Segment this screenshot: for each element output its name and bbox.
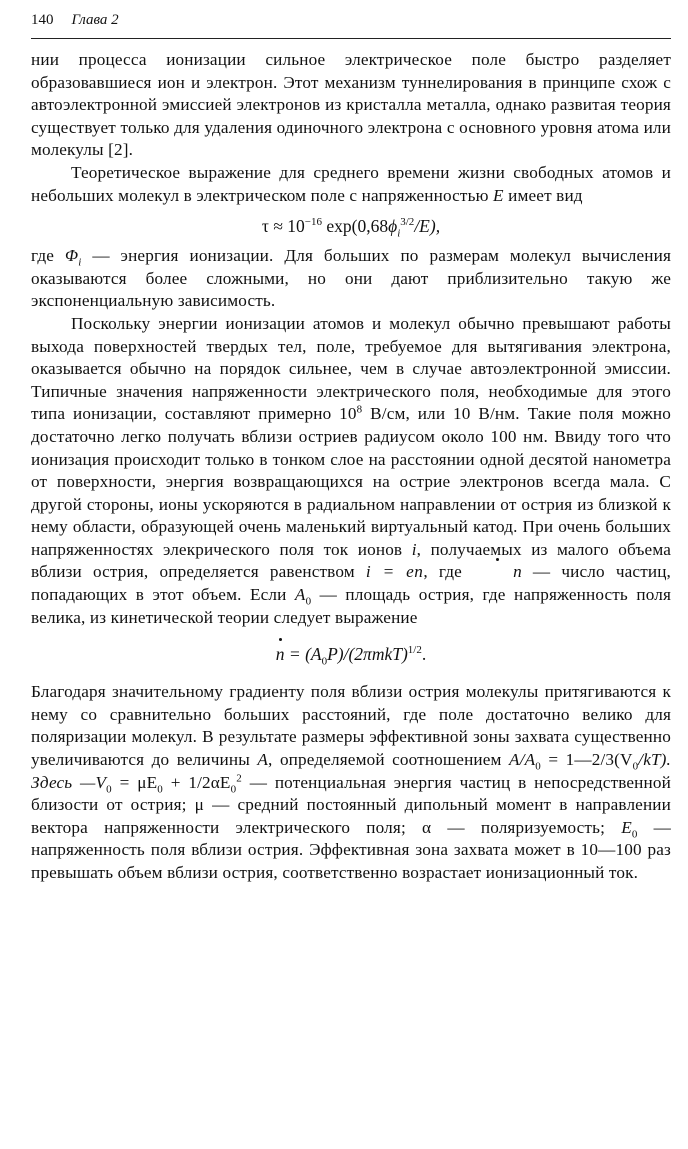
page-header — [31, 12, 671, 36]
formula-lifetime: $\tau \approx 10^{-16}$ $\exp(0,68\phi_i^{3/2}/E)$, — [261, 216, 441, 240]
paragraph-5: Благодаря значительному градиенту поля вблизи острия молекулы притягиваются к нему со сравнительно больших расстояний, где поле достаточно велико для поляризации молекул. В результате размеры эффективной зоны захвата существенно увеличиваются до величины A, определяемой соотношением $A/A_0$ = $1—2/3(V_0/kT)$. Здесь $—V_0 = \mu E_0 + 1/2\alpha E_0^2$ — потенциальная энергия частиц в непосредственной близости от острия; μ — средний постоянный дипольный момент в направлении вектора напряженности электрического поля; α — поляризуемость; $E_0$ — напряженность поля вблизи острия. Эффективная зона захвата может в 10—100 раз превышать объем вблизи острия, соответственно возрастает ионизационный ток. — [31, 682, 671, 882]
paragraph-3: где $\Phi_i$ — энергия ионизации. Для больших по размерам молекул вычисления оказываются более сложными, но они дают приблизительно такую же экспоненциальную зависимость. — [31, 246, 671, 311]
chapter-title: Глава 2 — [71, 12, 119, 28]
page-number: 140 — [31, 12, 54, 28]
paragraph-1: нии процесса ионизации сильное электрическое поле быстро разделяет образовавшиеся ион и электрон. Этот механизм туннелирования в принципе схож с автоэлектронной эмиссией электронов из кристалла металла, однако развитая теория существует только для удаления одиночного электрона с основного уровня атома или молекулы [2]. — [31, 50, 671, 160]
paragraph-2: Теоретическое выражение для среднего времени жизни свободных атомов и небольших молекул в электрическом поле с напряженностью E имеет вид — [31, 162, 671, 205]
header-rule — [31, 38, 671, 39]
formula-particle-flux: $n = (A_0P)/(2\pi mkT)^{1/2}$. — [31, 641, 671, 667]
book-page — [31, 12, 671, 885]
paragraph-4: Поскольку энергии ионизации атомов и молекул обычно превышают работы выхода поверхностей твердых тел, поле, требуемое для вытягивания электрона, оказывается обычно на порядок сильнее, чем в случае автоэлектронной эмиссии. Типичные значения напряженности электрического поля, необходимые для этого типа ионизации, составляют примерно $10^8$ В/см, или 10 В/нм. Такие поля можно достаточно легко получать вблизи остриев радиусом около 100 нм. Ввиду того что ионизация происходит только в тонком слое на расстоянии одной десятой нанометра от поверхности, энергия возвращающихся на острие электронов всегда мала. С другой стороны, ионы ускоряются в радиальном направлении от острия из близкой к нему области, образующей очень маленький виртуальный катод. При очень больших напряженностях элекрического поля ток ионов i, получаемых из малого объема вблизи острия, определяется равенством i = en, где n — число частиц, попадающих в этот объем. Если $A_0$ — площадь острия, где напряженность поля велика, из кинетической теории следует выражение — [31, 313, 672, 627]
